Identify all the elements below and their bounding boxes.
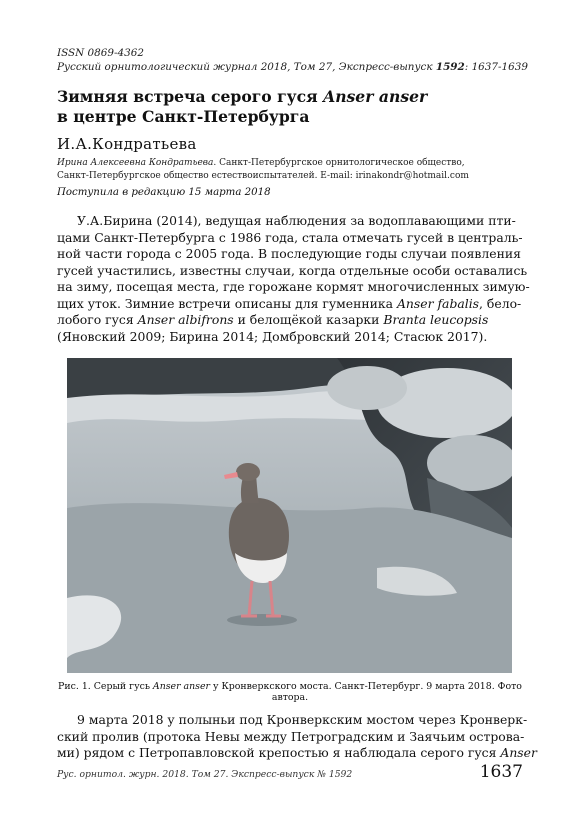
article-title: Зимняя встреча серого гуся Anser anser в центре Санкт-Петербурга: [57, 87, 428, 126]
affiliation: Ирина Алексеевна Кондратьева. Санкт-Петербургское орнитологическое общество, Санкт-Петербургское общество естествоиспытателей. E-mail: irinakondr@hotmail.com: [57, 158, 469, 181]
page-number: 1637: [479, 762, 523, 782]
journal-header: [57, 46, 528, 74]
paragraph-2: 9 марта 2018 у полыньи под Кронверкским мостом через Кронверк- ский пролив (протока Невы между Петроградским и Заячьим острова- ми) рядом с Петропавловской крепостью я наблюдала серого гуся Anser: [57, 712, 537, 760]
goose-photo: [67, 358, 512, 673]
journal-citation: Русский орнитологический журнал 2018, Том 27, Экспресс-выпуск 1592: 1637-1639: [57, 61, 528, 73]
paragraph-1: У.А.Бирина (2014), ведущая наблюдения за водоплавающими пти- цами Санкт-Петербурга с 1986 года, стала отмечать гусей в централь- ной части города с 2005 года. В последующие годы случаи появления гусей участились, известны случаи, когда отдельные особи оставались на зиму, посещая места, где горожане кормят многочисленных зимую- щих уток. Зимние встречи описаны для гуменника Anser fabalis, бело- лобого гуся Anser albifrons и белощёкой казарки Branta leucopsis (Яновский 2009; Бирина 2014; Домбровский 2014; Стасюк 2017).: [57, 213, 530, 344]
page-footer: Рус. орнитол. журн. 2018. Том 27. Экспресс-выпуск № 1592: [57, 769, 353, 780]
figure-caption: Рис. 1. Серый гусь Anser anser у Кронверкского моста. Санкт-Петербург. 9 марта 2018. Фото автора.: [58, 681, 522, 703]
received-date: Поступила в редакцию 15 марта 2018: [57, 187, 271, 198]
issn: ISSN 0869-4362: [57, 47, 144, 59]
author-full-name: Ирина Алексеевна Кондратьева: [57, 158, 214, 168]
goose-on-ice-image: [67, 358, 512, 673]
title-species: Anser anser: [323, 87, 428, 106]
author-name: И.А.Кондратьева: [57, 135, 197, 153]
